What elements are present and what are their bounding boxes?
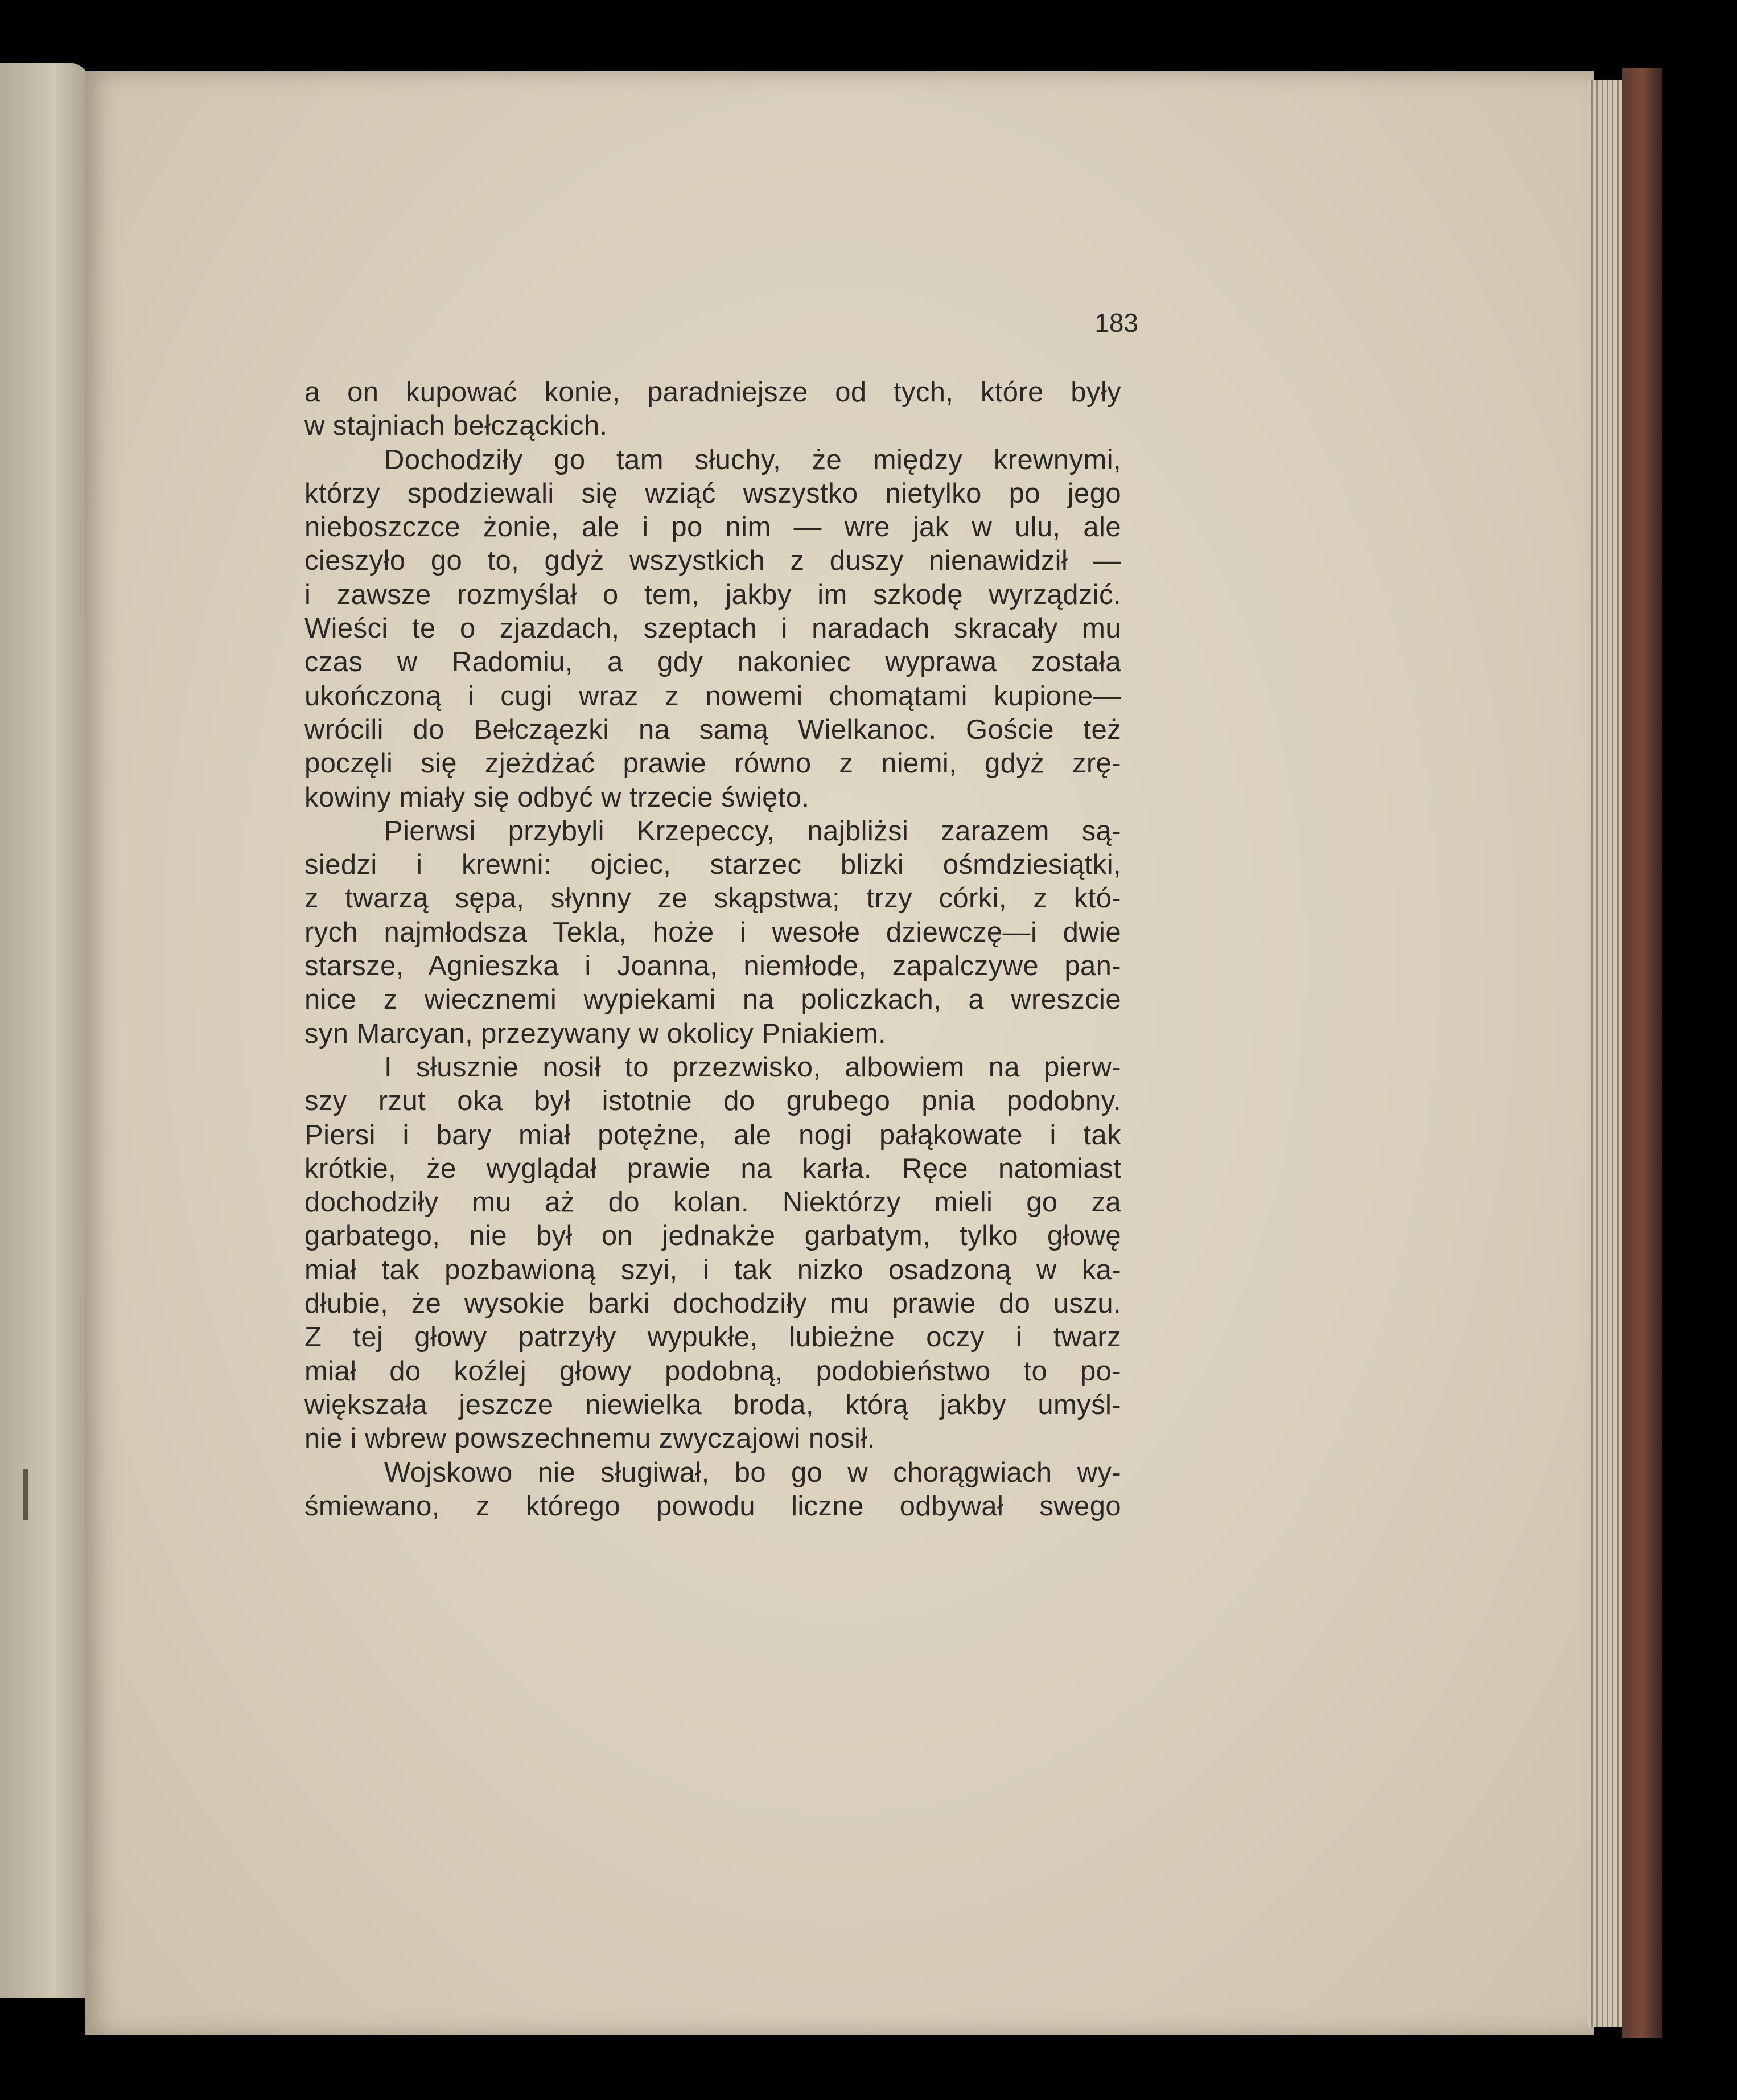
text-line: Z tej głowy patrzyły wypukłe, lubieżne oczy i twarz (304, 1322, 1121, 1353)
text-line: którzy spodziewali się wziąć wszystko nietylko po jego (304, 478, 1121, 509)
text-line: Dochodziły go tam słuchy, że między krewnymi, (384, 444, 1121, 475)
text-line: dochodziły mu aż do kolan. Niektórzy mieli go za (304, 1187, 1121, 1218)
text-line: a on kupować konie, paradniejsze od tych, które były (304, 377, 1121, 408)
text-line: rych najmłodsza Tekla, hoże i wesołe dziewczę—i dwie (304, 917, 1121, 948)
text-line: szy rzut oka był istotnie do grubego pnia podobny. (304, 1086, 1121, 1117)
body-text (304, 376, 1121, 1523)
text-line: kowiny miały się odbyć w trzecie święto. (304, 782, 810, 813)
text-line: i zawsze rozmyślał o tem, jakby im szkodę wyrządzić. (304, 579, 1121, 610)
text-line: miał tak pozbawioną szyi, i tak nizko osadzoną w ka- (304, 1254, 1121, 1285)
text-line: Piersi i bary miał potężne, ale nogi pałąkowate i tak (304, 1119, 1121, 1150)
text-line: I słusznie nosił to przezwisko, albowiem na pierw- (384, 1051, 1121, 1083)
text-line: ukończoną i cugi wraz z nowemi chomątami kupione— (304, 680, 1121, 712)
text-line: Pierwsi przybyli Krzepeccy, najbliżsi zarazem są- (384, 815, 1121, 846)
text-line: śmiewano, z którego powodu liczne odbywał swego (304, 1490, 1121, 1522)
text-line: starsze, Agnieszka i Joanna, niemłode, zapalczywe pan- (304, 951, 1121, 982)
text-line: syn Marcyan, przezywany w okolicy Pniakiem. (304, 1018, 887, 1049)
text-line: z twarzą sępa, słynny ze skąpstwa; trzy córki, z któ- (304, 883, 1121, 914)
text-line: dłubie, że wysokie barki dochodziły mu prawie do uszu. (304, 1288, 1121, 1320)
facing-page-edge (0, 63, 91, 1998)
text-line: garbatego, nie był on jednakże garbatym, tylko głowę (304, 1220, 1121, 1252)
page-stack-edges (1588, 80, 1622, 2027)
text-line: większała jeszcze niewielka broda, którą jakby umyśl- (304, 1389, 1121, 1420)
text-line: wrócili do Bełcząezki na samą Wielkanoc. Goście też (304, 714, 1121, 745)
text-line: Wieści te o zjazdach, szeptach i naradach skracały mu (304, 613, 1121, 644)
text-line: nieboszczce żonie, ale i po nim — wre jak w ulu, ale (304, 512, 1121, 543)
text-line: nice z wiecznemi wypiekami na policzkach, a wreszcie (304, 984, 1121, 1016)
text-line: poczęli się zjeżdżać prawie równo z niemi, gdyż zrę- (304, 748, 1121, 779)
text-line: krótkie, że wyglądał prawie na karła. Ręce natomiast (304, 1153, 1121, 1184)
text-line: nie i wbrew powszechnemu zwyczajowi nosił. (304, 1423, 875, 1454)
book-cover-edge (1622, 68, 1662, 2038)
text-line: cieszyło go to, gdyż wszystkich z duszy nienawidził — (304, 545, 1121, 577)
text-line: miał do koźlej głowy podobną, podobieństwo to po- (304, 1355, 1121, 1387)
text-line: w stajniach bełcząckich. (304, 410, 608, 442)
text-line: siedzi i krewni: ojciec, starzec blizki ośmdziesiątki, (304, 849, 1121, 881)
page-number: 183 (1094, 308, 1138, 338)
page-edge-mark (23, 1469, 28, 1520)
text-line: Wojskowo nie sługiwał, bo go w chorągwiach wy- (384, 1457, 1121, 1488)
text-line: czas w Radomiu, a gdy nakoniec wyprawa została (304, 647, 1121, 678)
